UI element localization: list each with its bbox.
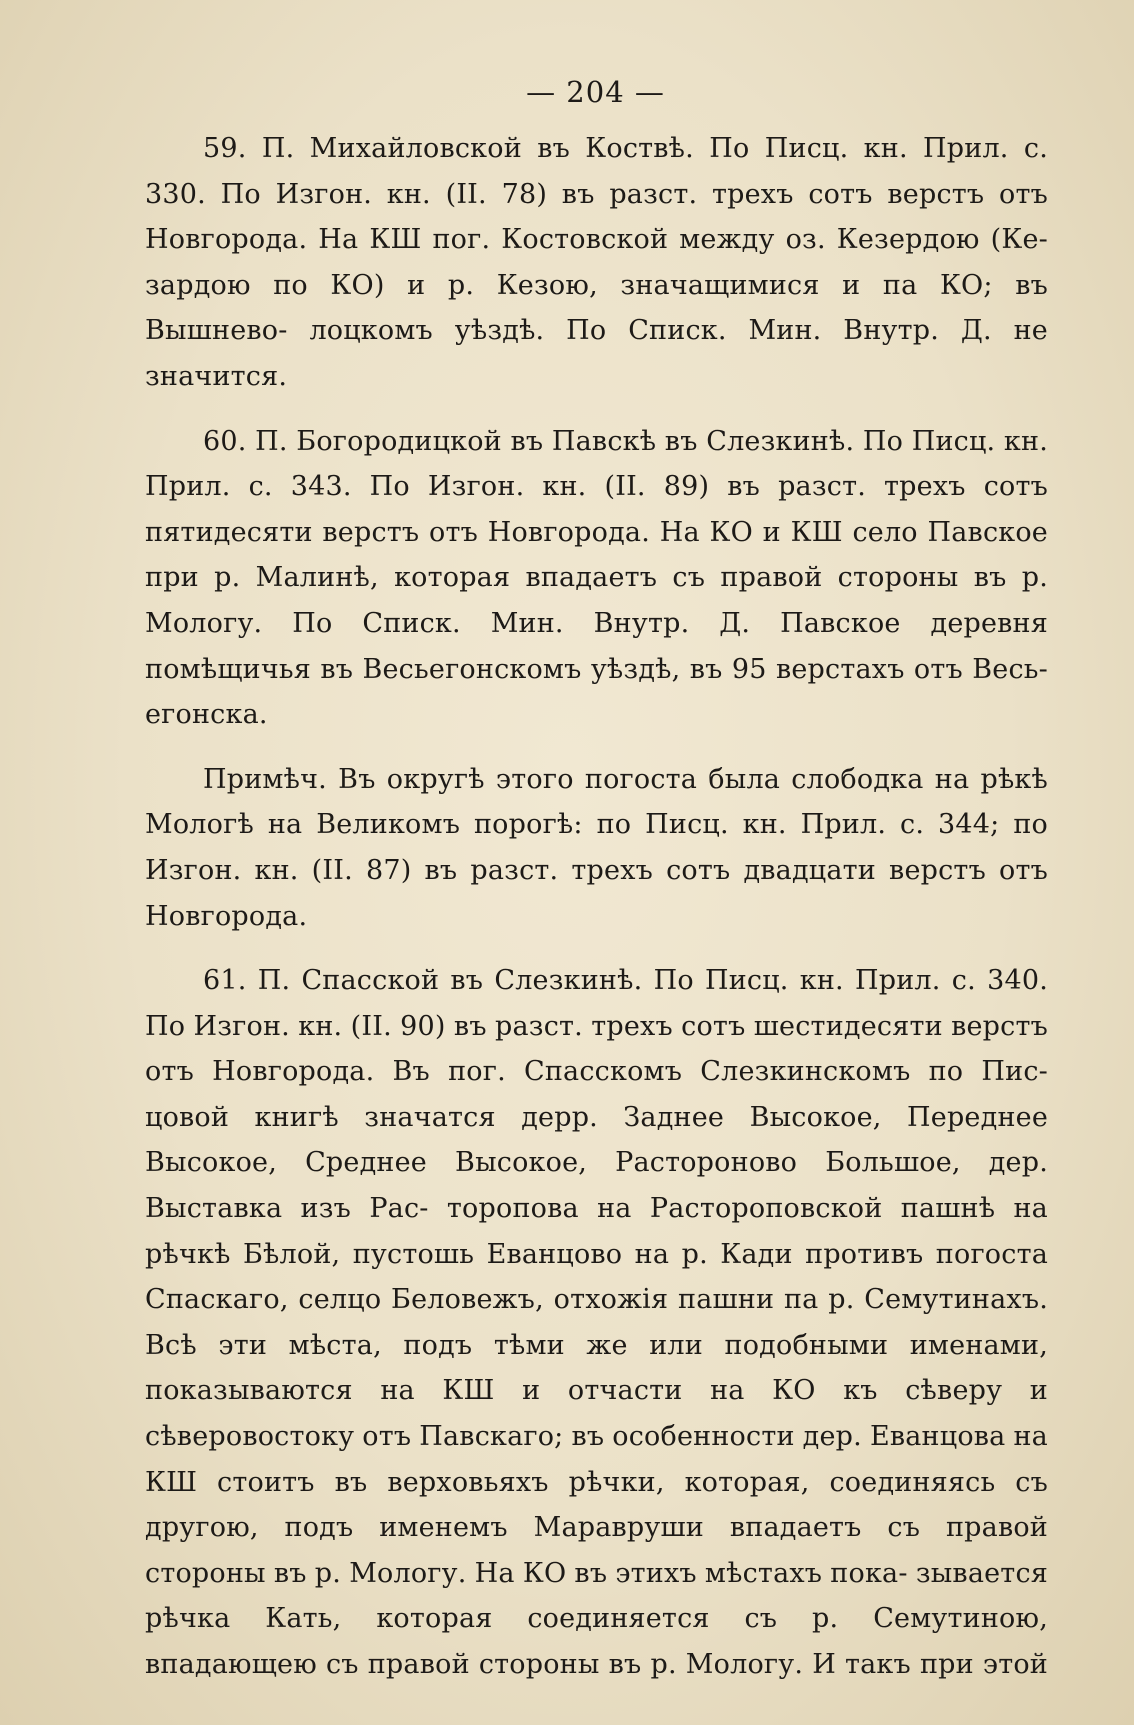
entry-61-line-2: 340. По Изгон. кн. (II. 90) въ разст. трехъ сотъ шестидесяти <box>145 965 1048 1042</box>
entry-61-line-10: КО къ сѣверу и сѣверовостоку отъ Павскаго; въ особенности <box>145 1375 1048 1453</box>
entry-61 <box>145 958 1048 1688</box>
entry-61-line-5: Среднее Высокое, Растороново Большое, дер. Выставка изъ Рас- <box>145 1147 1048 1225</box>
note-line-1: Примѣч. Въ округѣ этого погоста была слободка на рѣкѣ <box>203 763 1048 795</box>
entry-60-line-1: 60. П. Богородицкой въ Павскѣ въ Слезкинѣ. По <box>203 425 904 457</box>
entry-59-line-2: 330. По Изгон. кн. (II. 78) въ разст. трехъ сотъ верстъ отъ <box>145 178 1048 210</box>
entry-61-line-9: или подобными именами, показываются на КШ и отчасти на <box>145 1329 1048 1407</box>
entry-61-line-14: зывается рѣчка Кать, которая соединяется съ р. Семутиною, <box>145 1557 1048 1635</box>
entry-60-line-2: Писц. кн. Прил. с. 343. По Изгон. кн. (II. 89) въ разст. трехъ <box>145 425 1048 503</box>
entry-60 <box>145 419 1048 738</box>
page-content <box>145 72 1048 1707</box>
note-line-3: Изгон. кн. (II. 87) въ разст. трехъ сотъ двадцати верстъ отъ <box>145 854 1048 886</box>
entry-61-line-12: соединяясь съ другою, подъ именемъ Маравруши впадаетъ съ <box>145 1466 1048 1544</box>
entry-61-line-7: Еванцово на р. Кади противъ погоста Спаскаго, селцо Беловежъ, <box>145 1238 1049 1316</box>
entry-60-line-5: въ р. Мологу. По Списк. Мин. Внутр. Д. Павское деревня <box>145 562 1048 639</box>
entry-61-line-13: правой стороны въ р. Мологу. На КО въ этихъ мѣстахъ пока- <box>145 1512 1048 1589</box>
entry-61-line-4: цовой книгѣ значатся дерр. Заднее Высокое, Переднее Высокое, <box>145 1101 1048 1179</box>
entry-60-line-3: сотъ пятидесяти верстъ отъ Новгорода. На КО и КШ село <box>145 471 1048 548</box>
entry-61-line-1: 61. П. Спасской въ Слезкинѣ. По Писц. кн. Прил. с. <box>203 965 976 997</box>
entry-59-line-1: 59. П. Михайловской въ Коствѣ. По Писц. кн. Прил. с. <box>203 133 1048 164</box>
entry-60-line-7: егонска. <box>145 699 268 731</box>
entry-61-line-6: торопова на Расторопoвской пашнѣ на рѣчкѣ Бѣлой, пустошь <box>145 1193 1048 1270</box>
entry-61-line-15: впадающею съ правой стороны въ р. Мологу. И такъ при этой <box>145 1649 1048 1680</box>
entry-61-line-8: отхожія пашни па р. Семутинахъ. Всѣ эти мѣста, подъ тѣми же <box>145 1284 1048 1361</box>
page-number: — 204 — <box>526 75 665 109</box>
entry-60-line-4: Павское при р. Малинѣ, которая впадаетъ съ правой стороны <box>145 516 1048 594</box>
note-line-4: Новгорода. <box>145 900 308 932</box>
entry-59-line-3: Новгорода. На КШ пог. Костовской между оз. Кезердою (Ке- <box>145 224 1048 256</box>
note-line-2: Мологѣ на Великомъ порогѣ: по Писц. кн. Прил. с. 344; по <box>145 809 1048 841</box>
note-paragraph <box>145 757 1048 939</box>
entry-59-line-4: зардою по КО) и р. Кезою, значащимися и па КО; въ Вышнево- <box>145 269 1048 347</box>
entry-59 <box>145 126 1048 400</box>
entry-59-line-5: лоцкомъ уѣздѣ. По Списк. Мин. Внутр. Д. не значится. <box>145 315 1048 392</box>
entry-61-line-11: дер. Еванцова на КШ стоитъ въ верховьяхъ рѣчки, которая, <box>145 1421 1048 1498</box>
entry-60-line-6: помѣщичья въ Весьегонскомъ уѣздѣ, въ 95 верстахъ отъ Весь- <box>145 653 1048 685</box>
entry-61-line-3: верстъ отъ Новгорода. Въ пог. Спасскомъ Слезкинскомъ по Пис- <box>145 1010 1048 1088</box>
